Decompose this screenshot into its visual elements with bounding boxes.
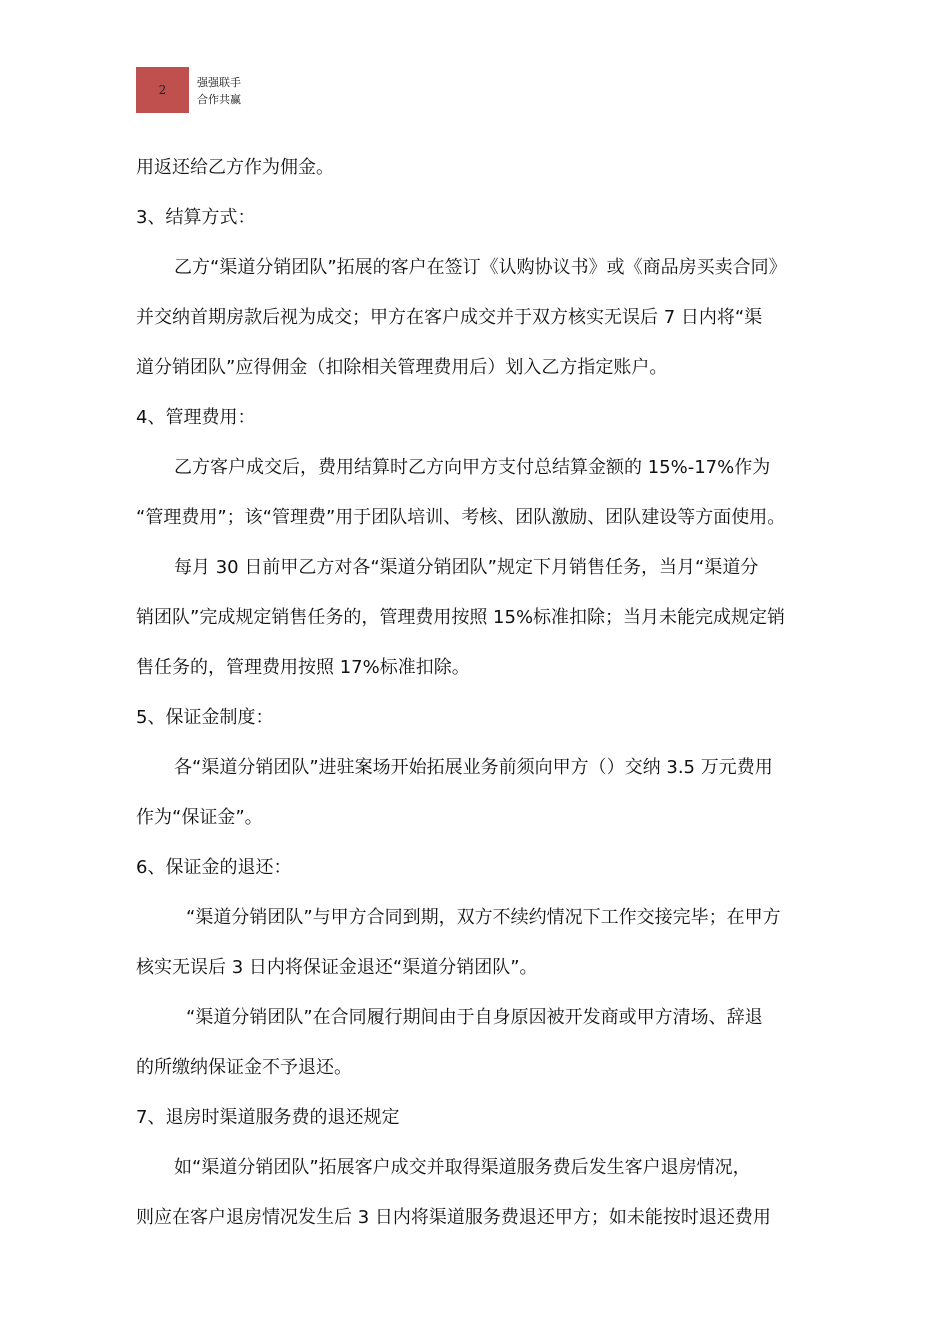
text-line: 用返还给乙方作为佣金。 bbox=[136, 157, 334, 178]
text-line: 如“渠道分销团队”拓展客户成交并取得渠道服务费后发生客户退房情况， bbox=[174, 1157, 751, 1178]
text-line: 核实无误后 3 日内将保证金退还“渠道分销团队”。 bbox=[136, 957, 538, 978]
text-line: 的所缴纳保证金不予退还。 bbox=[136, 1057, 352, 1078]
slogan-line-1: 强强联手 bbox=[197, 76, 241, 89]
text-line: “渠道分销团队”在合同履行期间由于自身原因被开发商或甲方清场、辞退 bbox=[186, 1007, 763, 1028]
text-line: “渠道分销团队”与甲方合同到期，双方不续约情况下工作交接完毕；在甲方 bbox=[186, 907, 781, 928]
text-line: 每月 30 日前甲乙方对各“渠道分销团队”规定下月销售任务，当月“渠道分 bbox=[174, 557, 759, 578]
section-heading-deposit-system: 5、保证金制度： bbox=[136, 707, 274, 728]
section-heading-settlement: 3、结算方式： bbox=[136, 207, 256, 228]
text-line: 乙方客户成交后，费用结算时乙方向甲方支付总结算金额的 15%-17%作为 bbox=[174, 457, 771, 478]
text-line: 售任务的，管理费用按照 17%标准扣除。 bbox=[136, 657, 470, 678]
text-line: “管理费用”；该“管理费”用于团队培训、考核、团队激励、团队建设等方面使用。 bbox=[136, 507, 786, 528]
page-number-badge bbox=[136, 67, 189, 113]
slogan-line-2: 合作共赢 bbox=[197, 93, 241, 106]
section-heading-deposit-refund: 6、保证金的退还： bbox=[136, 857, 292, 878]
text-line: 作为“保证金”。 bbox=[136, 807, 263, 828]
text-line: 则应在客户退房情况发生后 3 日内将渠道服务费退还甲方；如未能按时退还费用 bbox=[136, 1207, 771, 1228]
text-line: 并交纳首期房款后视为成交；甲方在客户成交并于双方核实无误后 7 日内将“渠 bbox=[136, 307, 763, 328]
section-heading-refund-rules: 7、退房时渠道服务费的退还规定 bbox=[136, 1107, 400, 1128]
document-body bbox=[136, 143, 826, 1243]
text-line: 销团队”完成规定销售任务的，管理费用按照 15%标准扣除；当月未能完成规定销 bbox=[136, 607, 786, 628]
text-line: 各“渠道分销团队”进驻案场开始拓展业务前须向甲方（）交纳 3.5 万元费用 bbox=[174, 757, 773, 778]
text-line: 道分销团队”应得佣金（扣除相关管理费用后）划入乙方指定账户。 bbox=[136, 357, 668, 378]
section-heading-management-fee: 4、管理费用： bbox=[136, 407, 256, 428]
header-slogan bbox=[197, 74, 241, 108]
text-line: 乙方“渠道分销团队”拓展的客户在签订《认购协议书》或《商品房买卖合同》 bbox=[174, 257, 787, 278]
page-number: 2 bbox=[158, 83, 167, 97]
